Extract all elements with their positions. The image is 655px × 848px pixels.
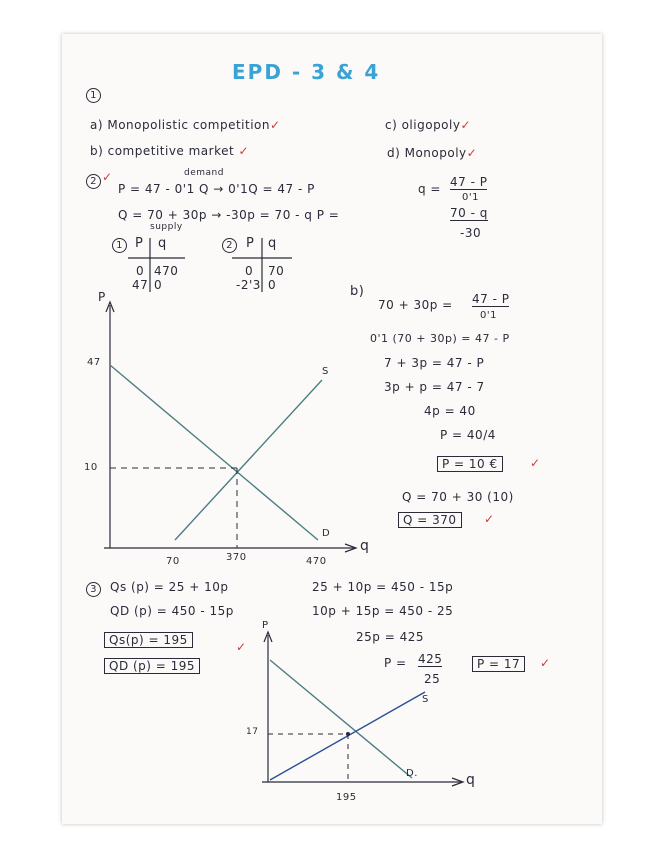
q1-option-d: d) Monopoly✓ xyxy=(387,146,478,160)
table2-head-q: q xyxy=(268,236,277,251)
supply-note: supply xyxy=(150,222,183,232)
q3-demand-function: QD (p) = 450 - 15p xyxy=(110,604,234,618)
graph2-y-axis-label: P xyxy=(262,620,269,631)
graph1-supply-label: S xyxy=(322,366,329,377)
graph1-x-tick-70: 70 xyxy=(166,556,180,567)
table2-head-p: P xyxy=(246,236,255,251)
check-icon: ✓ xyxy=(102,170,113,184)
table1-row1-p: 0 xyxy=(136,264,145,278)
check-icon: ✓ xyxy=(236,640,247,654)
graph2-x-axis-label: q xyxy=(466,772,476,788)
graph1-y-tick-47: 47 xyxy=(87,357,101,368)
table2-row2-p: -2'3 xyxy=(236,278,261,292)
q1-number: 1 xyxy=(86,88,101,103)
check-icon: ✓ xyxy=(530,456,541,470)
q2-demand-equation: P = 47 - 0'1 Q → 0'1Q = 47 - P xyxy=(118,182,315,196)
q2-b-step-4: 4p = 40 xyxy=(424,404,476,418)
table2-row2-q: 0 xyxy=(268,278,277,292)
q3-step-1: 25 + 10p = 450 - 15p xyxy=(312,580,454,594)
check-icon: ✓ xyxy=(269,118,281,132)
q3-number: 3 xyxy=(86,582,101,597)
q2-b-step-3: 3p + p = 47 - 7 xyxy=(384,380,485,394)
q2-b-eq-lhs: 70 + 30p = xyxy=(378,298,453,312)
q2-supply-frac-den: -30 xyxy=(460,226,482,240)
q2-b-step-2: 7 + 3p = 47 - P xyxy=(384,356,485,370)
graph2-supply-label: S xyxy=(422,694,429,705)
graph1-x-axis-label: q xyxy=(360,538,370,554)
q2-number: 2 xyxy=(86,174,101,189)
demand-note: demand xyxy=(184,168,224,178)
q3-supply-function: Qs (p) = 25 + 10p xyxy=(110,580,229,594)
q3-demand-result: QD (p) = 195 xyxy=(104,658,200,674)
q2-b-eq-den: 0'1 xyxy=(480,310,497,321)
q3-supply-result: Qs(p) = 195 xyxy=(104,632,193,648)
check-icon: ✓ xyxy=(540,656,551,670)
check-icon: ✓ xyxy=(460,118,472,132)
table1-number: 1 xyxy=(112,238,127,253)
q1-option-b: b) competitive market ✓ xyxy=(90,144,250,158)
graph2-x-tick-195: 195 xyxy=(336,792,357,803)
q3-price-eq: P = xyxy=(384,656,407,670)
q2-supply-equation: Q = 70 + 30p → -30p = 70 - q P = xyxy=(118,208,340,222)
q2-b-quantity-step: Q = 70 + 30 (10) xyxy=(402,490,514,504)
table2-number: 2 xyxy=(222,238,237,253)
table1-head-p: P xyxy=(135,236,144,251)
q2-b-result-quantity: Q = 370 xyxy=(398,512,462,528)
q3-step-3: 25p = 425 xyxy=(356,630,424,644)
q2-part-b-label: b) xyxy=(350,284,365,299)
graph1-x-tick-470: 470 xyxy=(306,556,327,567)
q2-supply-frac-num: 70 - q xyxy=(450,206,488,220)
q3-price-frac-num: 425 xyxy=(418,652,443,666)
table1-row2-p: 47 xyxy=(132,278,149,292)
graph1-y-axis-label: P xyxy=(98,290,106,304)
page-title: EPD - 3 & 4 xyxy=(232,60,381,84)
check-icon: ✓ xyxy=(484,512,495,526)
graph1-y-tick-10: 10 xyxy=(84,462,98,473)
q2-demand-q: q = xyxy=(418,182,441,196)
table2-row1-q: 70 xyxy=(268,264,285,278)
table1-row2-q: 0 xyxy=(154,278,163,292)
graph2-y-tick-17: 17 xyxy=(246,727,259,737)
table2-row1-p: 0 xyxy=(245,264,254,278)
graph1-x-tick-370: 370 xyxy=(226,552,247,563)
q3-step-2: 10p + 15p = 450 - 25 xyxy=(312,604,454,618)
table1-head-q: q xyxy=(158,236,167,251)
graph1-demand-label: D xyxy=(322,528,331,539)
q2-b-eq-num: 47 - P xyxy=(472,292,510,306)
q3-price-frac-den: 25 xyxy=(424,672,441,686)
q2-b-step-1: 0'1 (70 + 30p) = 47 - P xyxy=(370,332,510,345)
q2-b-result-price: P = 10 € xyxy=(437,456,503,472)
q1-option-c: c) oligopoly✓ xyxy=(385,118,472,132)
graph2-demand-label: D. xyxy=(406,768,418,779)
q2-b-step-5: P = 40/4 xyxy=(440,428,496,442)
table1-row1-q: 470 xyxy=(154,264,179,278)
q1-option-a: a) Monopolistic competition✓ xyxy=(90,118,281,132)
check-icon: ✓ xyxy=(466,146,478,160)
q2-demand-frac-num: 47 - P xyxy=(450,175,488,189)
q2-demand-frac-den: 0'1 xyxy=(462,192,479,203)
check-icon: ✓ xyxy=(238,144,250,158)
q3-price-result: P = 17 xyxy=(472,656,525,672)
